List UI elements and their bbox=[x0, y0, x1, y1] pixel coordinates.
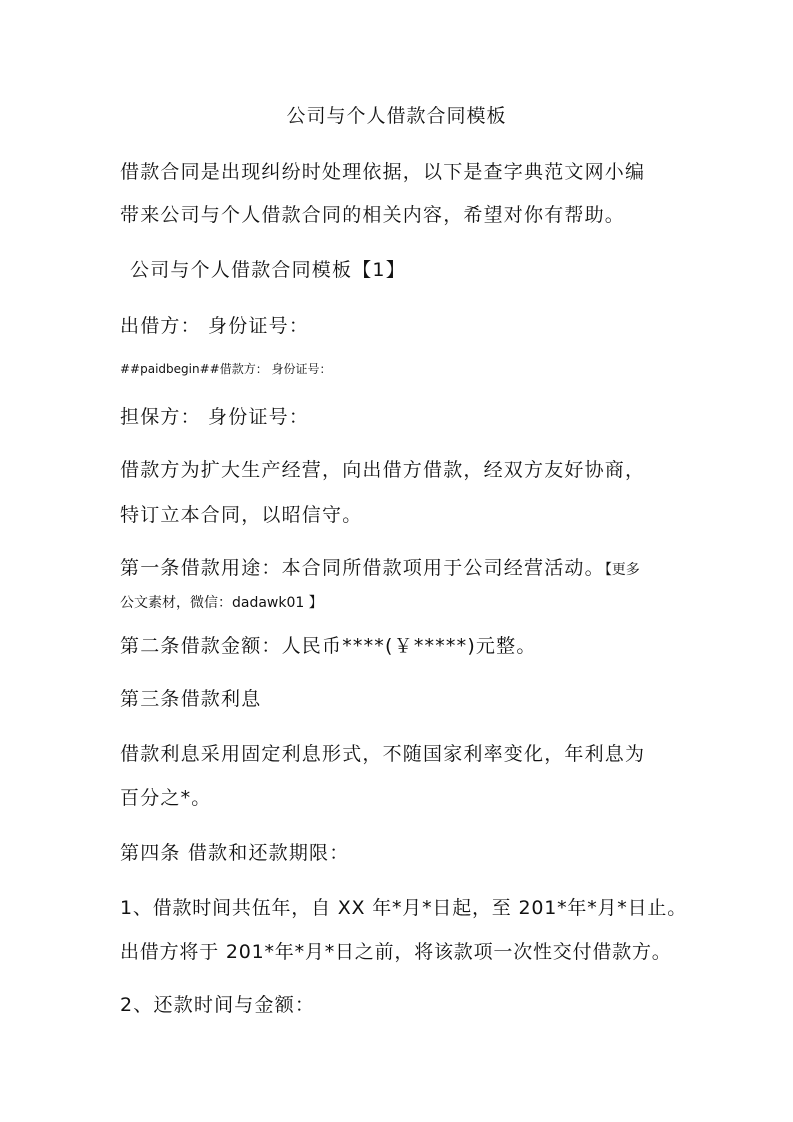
borrower-line: ##paidbegin##借款方： 身份证号： bbox=[120, 362, 332, 376]
term-1-line-2: 出借方将于 201*年*月*日之前，将该款项一次性交付借款方。 bbox=[120, 941, 672, 963]
article-4-heading: 第四条 借款和还款期限： bbox=[120, 842, 350, 864]
article-1-main-text: 第一条借款用途：本合同所借款项用于公司经营活动。 bbox=[120, 557, 605, 579]
purpose-paragraph-line-1: 借款方为扩大生产经营，向出借方借款，经双方友好协商， bbox=[120, 459, 646, 481]
interest-paragraph-line-1: 借款利息采用固定利息形式，不随国家利率变化，年利息为 bbox=[120, 743, 646, 765]
article-2-line: 第二条借款金额：人民币****(￥*****)元整。 bbox=[120, 635, 537, 657]
article-1-line-1 bbox=[120, 556, 640, 582]
intro-paragraph-line-2: 带来公司与个人借款合同的相关内容，希望对你有帮助。 bbox=[120, 204, 626, 226]
document-title: 公司与个人借款合同模板 bbox=[286, 105, 507, 127]
purpose-paragraph-line-2: 特订立本合同，以昭信守。 bbox=[120, 504, 363, 526]
section-heading: 公司与个人借款合同模板【1】 bbox=[130, 259, 406, 281]
article-1-tail-text: 【更多 bbox=[604, 562, 640, 578]
guarantor-line: 担保方： 身份证号： bbox=[120, 406, 310, 428]
article-3-heading: 第三条借款利息 bbox=[120, 688, 262, 710]
article-1-line-2: 公文素材，微信：dadawk01 】 bbox=[120, 595, 323, 611]
interest-paragraph-line-2: 百分之*。 bbox=[120, 787, 212, 809]
lender-line: 出借方： 身份证号： bbox=[120, 315, 310, 337]
term-2-line: 2、还款时间与金额： bbox=[120, 994, 316, 1016]
term-1-line-1: 1、借款时间共伍年，自 XX 年*月*日起，至 201*年*月*日止。 bbox=[120, 897, 688, 919]
intro-paragraph-line-1: 借款合同是出现纠纷时处理依据，以下是查字典范文网小编 bbox=[120, 161, 646, 183]
